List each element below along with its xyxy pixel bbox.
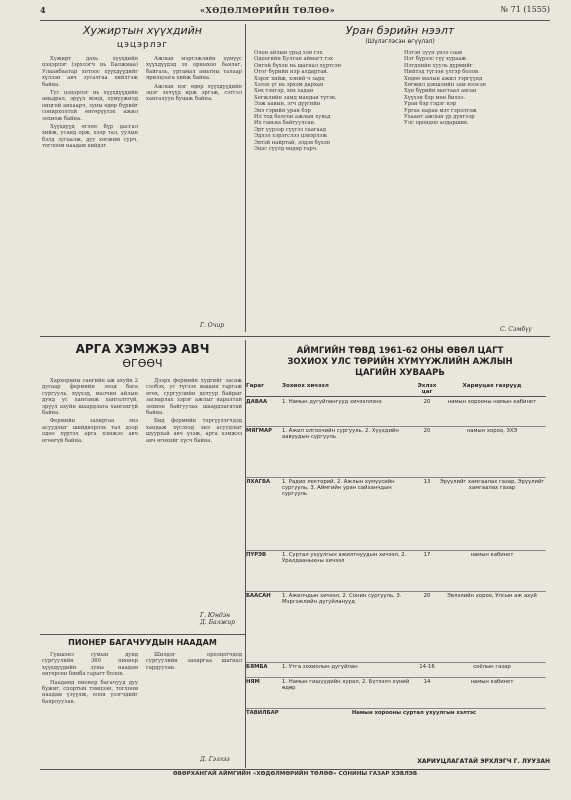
verse-line: Ээж аавын, эгч дүүгийн: [254, 101, 321, 108]
verse-line: Эвтэй найртай, элдэв бүхэн: [254, 139, 331, 146]
schedule-time: 14-16: [419, 664, 435, 670]
schedule-day: БЯМБА: [246, 664, 268, 670]
pioneer-headline: ПИОНЕР БАГАЧУУДЫН НААДАМ: [68, 638, 217, 647]
hujirt-signature: Г. Очир: [200, 322, 225, 329]
verse-line: Хөгжил дэвшлийн зам нээсэн: [404, 82, 487, 89]
pioneer-paragraph: Гүншэнэ сумын дунд сургуулийн 360 пионер хүүхдүүдийн зуны наадам өнгөрсөн бямба гарагт болов.: [42, 652, 138, 678]
verse-line: Эцэс сүүлд өндөр гарч.: [254, 146, 318, 153]
arga-headline-2: ӨГӨӨЧ: [122, 357, 163, 370]
verse-line: Их гавьяа байгуулсан.: [254, 120, 316, 127]
arga-body-col1: [42, 378, 138, 608]
schedule-table: [246, 382, 546, 731]
hujirt-paragraph: Хужирт дахь хүүхдийн цэцэрлэг (эрхлэгч нь Балжмаа) Улаанбаатар хотоос хүүхдүүдийг хүлээн авч зусалгаа хийлгэж байна.: [42, 56, 138, 88]
hujirt-paragraph: Ажлын мэргэжлийн хүмүүс хүүхдүүдэд эх орныхоо баялаг, байгаль, ургамал амьтны талаар ярилцлага хийж байна.: [146, 56, 242, 82]
schedule-day: ЛХАГВА: [246, 479, 271, 485]
printer-footer: ӨВӨРХАНГАЙ АЙМГИЙН «ХӨДӨЛМӨРИЙН ТӨЛӨӨ» СОНИНЫ ГАЗАР ХЭВЛЭВ: [172, 771, 418, 777]
schedule-col-class: Зохиох хичээл: [282, 383, 329, 389]
schedule-header-row: [246, 382, 546, 397]
verse-line: Улс орондоо алдаршив.: [404, 120, 469, 127]
schedule-class: Намын хорооны суртал ухуулгын хэлтэс: [351, 710, 477, 716]
schedule-time: 13: [423, 479, 431, 485]
schedule-day: ТАВИЛБАР: [246, 710, 279, 716]
schedule-title-3: ЦАГИЙН ХУВААРЬ: [355, 368, 445, 378]
schedule-row: [246, 398, 546, 427]
arga-paragraph: Бид фермийн тэргүүлэгчдэд хандаж хүсэхэд энэ асуудлыг шуурхай авч үзэж, арга хэмжээ авч өгөхийг хүсч байна.: [146, 418, 242, 444]
schedule-subject: намын хорооны намын кабинет: [447, 399, 537, 405]
schedule-row: [246, 478, 546, 551]
verse-line: Хэрэг хийж, хэний ч зарц: [254, 75, 325, 82]
verse-line: Эрт үүрээр сүүгээ саагаад: [254, 126, 326, 133]
page-number: 4: [40, 5, 46, 15]
verse-line: Хүн бүрийн магтаал авсан: [404, 88, 477, 95]
schedule-time: 20: [423, 399, 431, 405]
uran-verse-right: [404, 50, 548, 326]
hujirt-headline: Хужиртын хүүхдийн: [82, 24, 202, 37]
verse-line: Нийтэд түгээн үлгэр болов.: [404, 69, 480, 76]
schedule-class: 1. Ажилчдын хичээл, 2. Сонин сургууль, 3. Мэргэжлийн дугуйланууд: [282, 593, 402, 605]
section-rule: [40, 634, 245, 635]
hujirt-paragraph: Ажлын нэг өдөр хүүхдүүдийн эцэг эхчүүд ирж эргэж, сэтгэл хангалуун буцаж байна.: [146, 83, 242, 103]
arga-signature: Г. Юндэн Д. Балжир: [200, 612, 236, 626]
schedule-time: 20: [423, 593, 431, 599]
verse-line: Ургах наран мэт гэрэлтэж: [404, 107, 477, 114]
schedule-row: [246, 678, 546, 709]
schedule-col-day: Гараг: [246, 383, 265, 389]
schedule-class: 1. Утга зохиолын дугуйлан: [282, 664, 358, 670]
schedule-day: ПҮРЭВ: [246, 552, 267, 558]
verse-line: Хөгжлийн замд мандан түгэв.: [254, 94, 337, 101]
schedule-day: МЯГМАР: [246, 428, 272, 434]
pioneer-paragraph: Шилдэг оролцогчдод сургуулийн захиргаа шагнал гардуулав.: [146, 652, 242, 671]
schedule-class: 1. Ажил олгоочийн сургууль, 2. Хүүхдийн аавуудын сургууль: [282, 428, 399, 440]
uran-subheadline: (Шүлэглэсэн өгүүлэл): [365, 38, 435, 45]
schedule-time: 20: [423, 428, 431, 434]
verse-line: Хэлэх үг нь эрхэм дархан: [254, 82, 324, 89]
hujirt-paragraph: Тус цэцэрлэг нь хүүхдүүдийн амьдрал, эрүүл мэнд, хүмүүжилд онцгой анхаарч, зуны өдөр бүрийг сонирхолтой өнгөрүүлэх ажил зохиож байна.: [42, 90, 138, 122]
verse-line: Нэгдлийн хууль дүрмийг: [404, 62, 473, 69]
verse-line: Хөдөө малын ажил тэргүүнд: [404, 75, 483, 82]
verse-line: Отог бүрийн нэр алдартай.: [254, 69, 329, 76]
schedule-subject: Эрүүлийг хамгаалах газар, Эрүүлийг хамгаалах газар: [439, 479, 545, 491]
verse-line: Хөх тэнгэр, хөх хадан: [254, 88, 314, 95]
schedule-time: 17: [423, 552, 431, 558]
schedule-class: 1. Радио лекторий, 2. Ажлын хүмүүсийн сургууль, 3. Аймгийн уран сайханчдын сургууль: [282, 479, 395, 497]
hujirt-subheadline: цэцэрлэг: [116, 40, 169, 50]
masthead: [40, 4, 550, 20]
verse-line: Олон айлын урьд хэн гэх: [254, 50, 323, 56]
verse-line: Ил тод болсон ажлын хувьд: [254, 114, 331, 121]
schedule-subject: Эвлэлийн хороо, Улсын аж ахуй: [447, 593, 537, 599]
arga-body-col2: [146, 378, 242, 608]
verse-line: Уран бэр гэдэг нэр: [404, 101, 457, 108]
hujirt-body-col1: [42, 56, 138, 320]
schedule-day: НЯМ: [246, 679, 260, 685]
schedule-class: 1. Намын дугуйлангууд хичээллэнэ: [282, 399, 382, 405]
schedule-title-1: АЙМГИЙН ТӨВД 1961-62 ОНЫ ӨВӨЛ ЦАГТ: [296, 346, 504, 356]
schedule-subject: намын хороо, ЗХЭ: [466, 428, 518, 434]
schedule-row: [246, 427, 546, 478]
section-rule: [40, 336, 550, 337]
schedule-title-2: ЗОХИОХ УЛС ТӨРИЙН ХҮМҮҮЖЛИЙН АЖЛЫН: [287, 357, 513, 367]
schedule-class: 1. Намын гишүүдийн хурал, 2. Бүтээлч хүний өдөр: [282, 679, 410, 691]
schedule-row: [246, 709, 546, 731]
uran-signature: С. Сэмбүү: [500, 326, 532, 333]
uran-headline: Уран бэрийн нээлт: [345, 24, 455, 37]
masthead-rule: [40, 20, 550, 21]
issue-number: № 71 (1555): [500, 5, 550, 14]
verse-line: Эдлэл хэрэгслээ цэвэрлэж: [254, 133, 328, 140]
verse-line: Энэ гэрийн уран бэр: [254, 107, 311, 114]
schedule-class: 1. Суртал ухуулгын ажилтнуудын хичээл, 2. Уралдааныхны хичээл: [282, 552, 407, 564]
schedule-subject: намын кабинет: [470, 679, 514, 685]
editor-line: ХАРИУЦЛАГАТАЙ ЭРХЛЭГЧ Г. ЛУУЗАН: [417, 758, 550, 765]
schedule-time: 14: [423, 679, 431, 685]
schedule-subject: соёлын газар: [473, 664, 511, 670]
schedule-row: [246, 663, 546, 678]
schedule-row: [246, 551, 546, 592]
schedule-col-time: Эхлэх цаг: [417, 383, 437, 395]
schedule-row: [246, 592, 546, 663]
arga-paragraph: Хархорины сангийн аж ахуйн 2 дугаар фермийн зоод бага сургууль, хүүхэд, малчин айлын дунд ус хангамж хангалтгүй, эрүүл ахуйн шаардлага хангахгүй байна.: [42, 378, 138, 417]
schedule-day: БААСАН: [246, 593, 271, 599]
verse-line: Нэгэн зуун үнээ саав: [404, 50, 463, 56]
hujirt-paragraph: Хүүхдүүд өглөө бүр дасгал хийж, усанд орж, хээр тал, уулын бэлд зугаалж, дуу хөгжим сурч, тоглоом наадам хийдэг.: [42, 124, 138, 150]
verse-line: Онгой бүхэн нь шагнал хүртсэн: [254, 62, 342, 69]
verse-line: Ухаант ажлын үр дүнгээр: [404, 114, 475, 121]
schedule-col-subject: Хариуцах газрууд: [462, 383, 522, 389]
schedule-subject: намын кабинет: [470, 552, 514, 558]
arga-paragraph: Фермийн захиргаа энэ асуудлыг шийдвэрлэх тал дээр одоо хүртэл арга хэмжээ авч өгөөгүй байна.: [42, 418, 138, 444]
uran-verse-left: [254, 50, 394, 326]
arga-paragraph: Дээрх фермийн худгийг засаж сэлбэх, ус түгээх машин гаргаж өгөх, сургуулийн дотуур байрыг засварлах зэрэг ажлыг яаралтай зохион байгуулах шаардлагатай байна.: [146, 378, 242, 417]
verse-line: Одоогийн Булган аймагт гэх: [254, 56, 333, 63]
column-divider: [245, 24, 246, 332]
pioneer-paragraph: Наадамд пионер багачууд дуу бүжиг, спортын тэмцээн, тоглоом наадам үзүүлж, олон үзэгчдийг баярлуулав.: [42, 679, 138, 705]
masthead-title: «ХӨДӨЛМӨРИЙН ТӨЛӨӨ»: [200, 5, 336, 15]
pioneer-signature: Д. Гэлгээ: [200, 756, 230, 763]
footer-rule: [40, 769, 550, 770]
hujirt-body-col2: [146, 56, 242, 320]
verse-line: Нэг бүрээс сүү хурааж: [404, 56, 467, 63]
pioneer-body-col1: [42, 652, 138, 762]
schedule-day: ДАВАА: [246, 399, 268, 405]
arga-headline-1: АРГА ХЭМЖЭЭ АВЧ: [75, 342, 210, 356]
pioneer-body-col2: [146, 652, 242, 752]
verse-line: Хүүхэн бэр мөн билээ.: [404, 94, 466, 101]
